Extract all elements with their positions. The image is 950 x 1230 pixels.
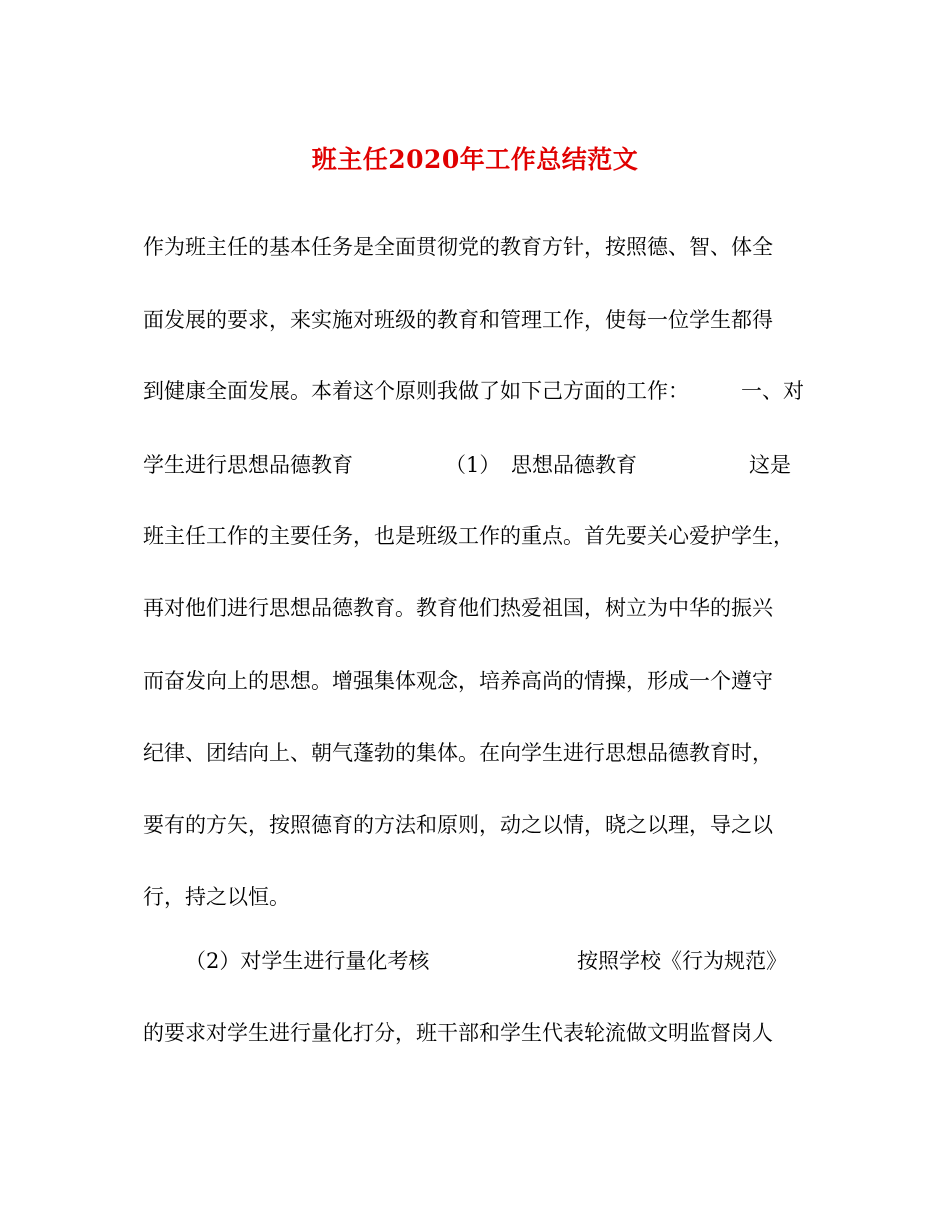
paragraph-line: 作为班主任的基本任务是全面贯彻党的教育方针，按照德、智、体全 (143, 235, 773, 259)
paragraph-line: 再对他们进行思想品德教育。教育他们热爱祖国，树立为中华的振兴 (143, 596, 773, 620)
section-heading: 学生进行思想品德教育 (143, 453, 353, 477)
line-text: 到健康全面发展。本着这个原则我做了如下己方面的工作： (143, 379, 689, 403)
document-title: 班主任2020年工作总结范文 (311, 145, 639, 174)
paragraph-line: 行，持之以恒。 (143, 885, 290, 909)
subsection-number: （1） (445, 453, 501, 477)
line-text: 这是 (749, 453, 791, 477)
line-text: 按照学校《行为规范》 (577, 949, 787, 973)
section-heading: 一、对 (741, 379, 804, 403)
subsection-title: （2）对学生进行量化考核 (185, 949, 430, 973)
subsection-title: 思想品德教育 (511, 453, 637, 477)
paragraph-line: 而奋发向上的思想。增强集体观念，培养高尚的情操，形成一个遵守 (143, 669, 773, 693)
paragraph-line: 纪律、团结向上、朝气蓬勃的集体。在向学生进行思想品德教育时， (143, 741, 773, 765)
paragraph-line: 面发展的要求，来实施对班级的教育和管理工作，使每一位学生都得 (143, 308, 773, 332)
paragraph-line: 要有的方矢，按照德育的方法和原则，动之以情，晓之以理，导之以 (143, 813, 773, 837)
paragraph-line: 的要求对学生进行量化打分，班干部和学生代表轮流做文明监督岗人 (143, 1021, 773, 1045)
paragraph-line: 班主任工作的主要任务，也是班级工作的重点。首先要关心爱护学生， (143, 524, 794, 548)
